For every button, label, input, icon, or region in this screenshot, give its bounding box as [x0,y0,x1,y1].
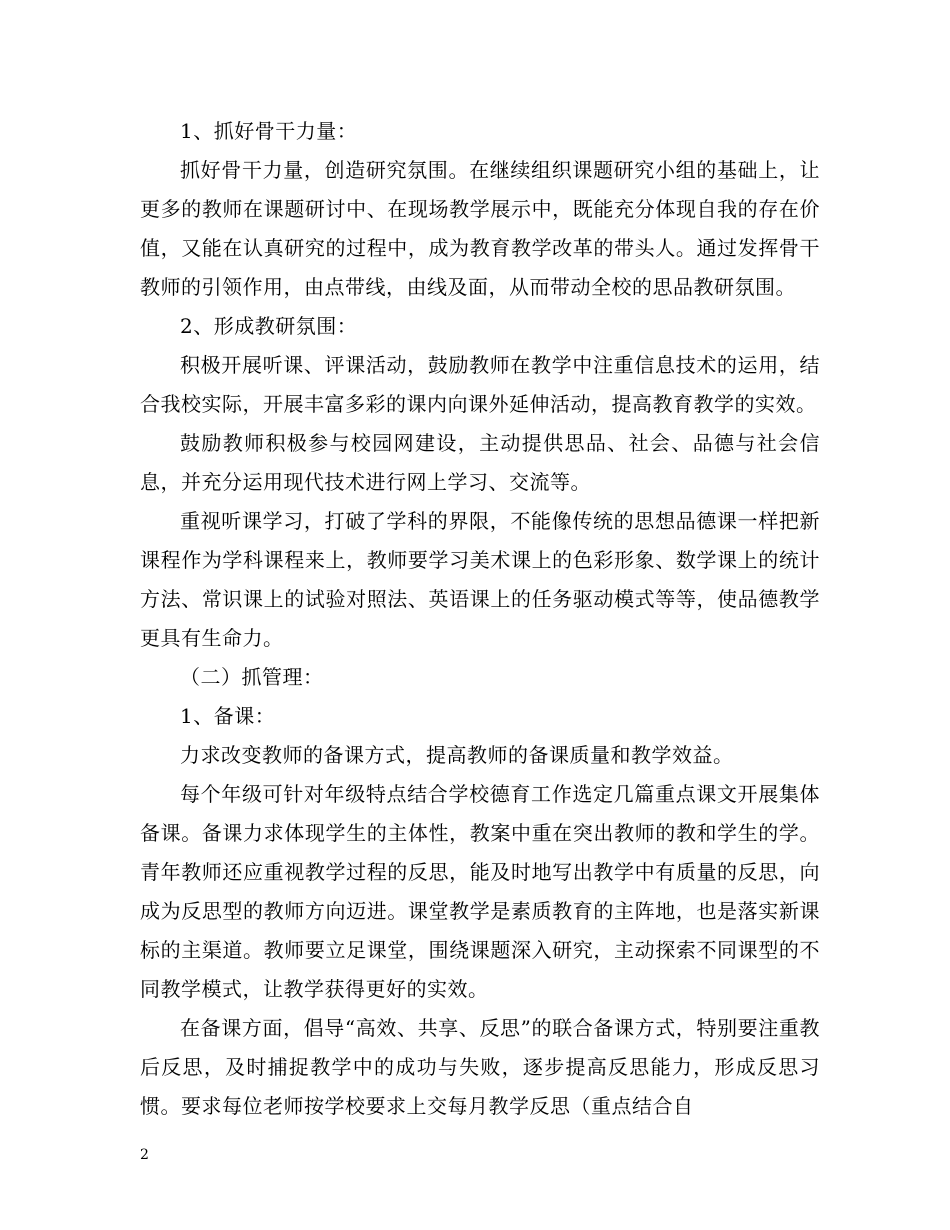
paragraph-collective-preparation: 每个年级可针对年级特点结合学校德育工作选定几篇重点课文开展集体备课。备课力求体现学生的主体性，教案中重在突出教师的教和学生的学。青年教师还应重视教学过程的反思，能及时地写出教学中有质量的反思，向成为反思型的教师方向迈进。课堂教学是素质教育的主阵地，也是落实新课标的主渠道。教师要立足课堂，围绕课题深入研究，主动探索不同课型的不同教学模式，让教学获得更好的实效。 [140,782,820,1001]
page-number: 2 [140,1147,149,1163]
document-body [140,112,820,1126]
section-heading-backbone: 1、抓好骨干力量： [180,119,358,143]
paragraph-lessons: 积极开展听课、评课活动，鼓励教师在教学中注重信息技术的运用，结合我校实际，开展丰富多彩的课内向课外延伸活动，提高教育教学的实效。 [140,353,820,416]
paragraph-reflection: 在备课方面，倡导“高效、共享、反思”的联合备课方式，特别要注重教后反思，及时捕捉教学中的成功与失败，逐步提高反思能力，形成反思习惯。要求每位老师按学校要求上交每月教学反思（重点结合自 [140,1016,820,1118]
section-heading-management: （二）抓管理： [180,665,324,689]
section-heading-atmosphere: 2、形成教研氛围： [180,314,358,338]
paragraph-backbone: 抓好骨干力量，创造研究氛围。在继续组织课题研究小组的基础上，让更多的教师在课题研讨中、在现场教学展示中，既能充分体现自我的存在价值，又能在认真研究的过程中，成为教育教学改革的带头人。通过发挥骨干教师的引领作用，由点带线，由线及面，从而带动全校的思品教研氛围。 [140,158,820,299]
paragraph-website: 鼓励教师积极参与校园网建设，主动提供思品、社会、品德与社会信息，并充分运用现代技术进行网上学习、交流等。 [140,431,820,494]
paragraph-preparation-goal: 力求改变教师的备课方式，提高教师的备课质量和教学效益。 [180,743,734,767]
paragraph-observation: 重视听课学习，打破了学科的界限，不能像传统的思想品德课一样把新课程作为学科课程来上，教师要学习美术课上的色彩形象、数学课上的统计方法、常识课上的试验对照法、英语课上的任务驱动模式等等，使品德教学更具有生命力。 [140,509,820,650]
section-heading-preparation: 1、备课： [180,704,276,728]
